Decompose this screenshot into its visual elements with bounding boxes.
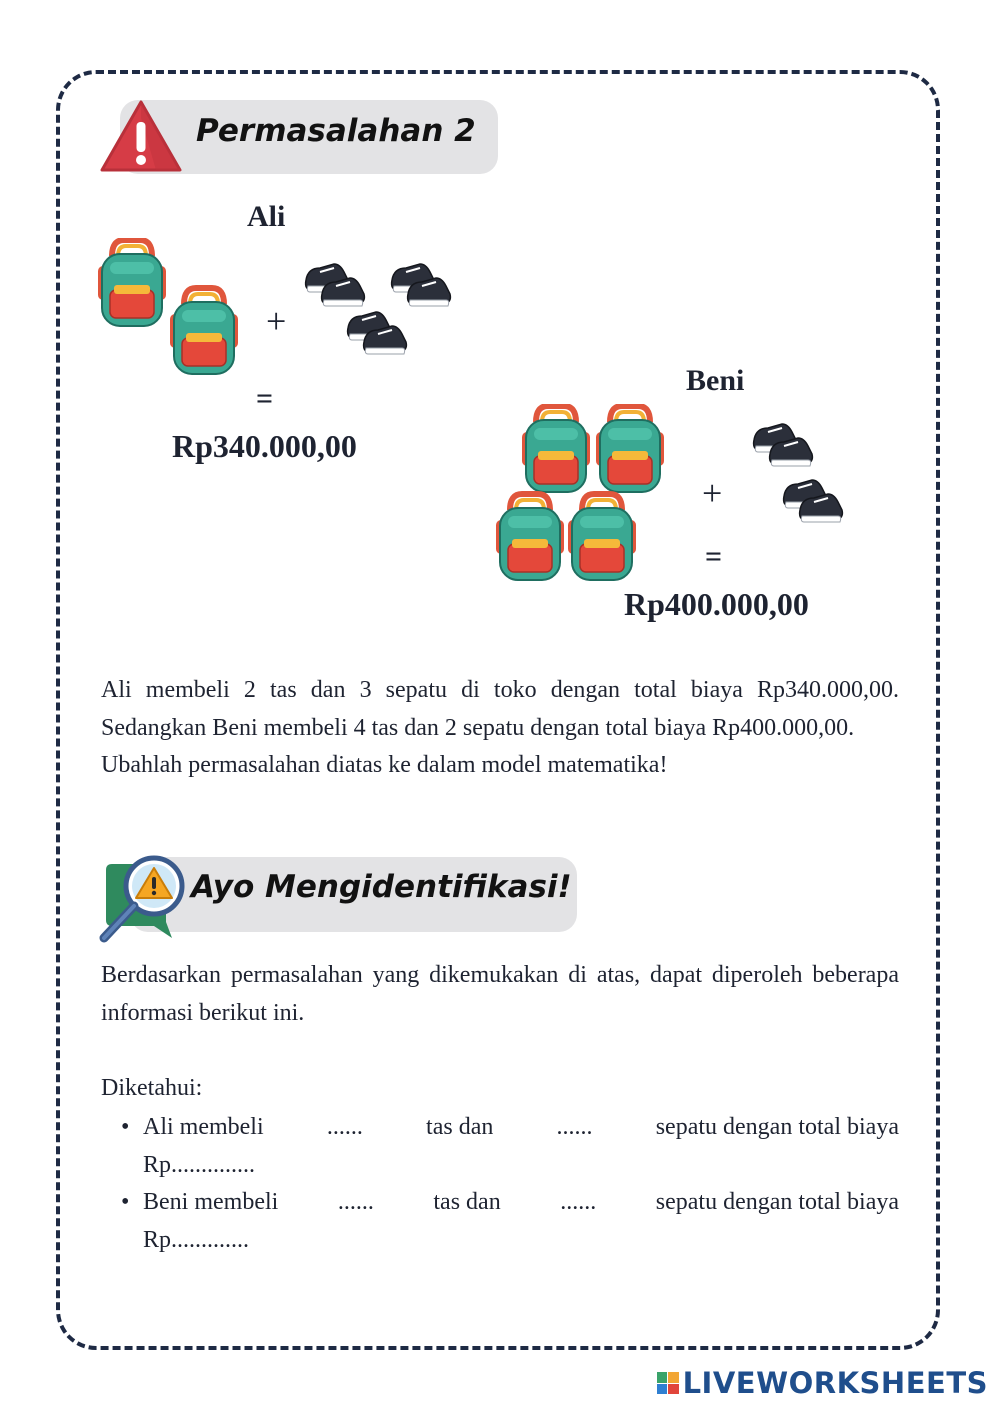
ali-mid-text: tas dan — [426, 1114, 494, 1140]
beni-who: Beni membeli — [143, 1189, 279, 1215]
ali-bags-image — [96, 238, 246, 380]
problem-paragraph — [101, 672, 899, 785]
identify-paragraph — [101, 957, 899, 1032]
beni-price: Rp400.000,00 — [624, 586, 809, 622]
beni-shoes-blank[interactable]: ...... — [560, 1189, 597, 1215]
ali-shoes-image — [298, 258, 470, 370]
beni-name: Beni — [686, 364, 745, 397]
liveworksheets-mark-icon — [657, 1372, 679, 1394]
ali-name: Ali — [247, 200, 286, 233]
magnifier-warning-icon — [96, 852, 192, 950]
problem-line-2: Sedangkan Beni membeli 4 tas dan 2 sepatu dengan total biaya Rp400.000,00. — [101, 714, 855, 741]
identify-text: Berdasarkan permasalahan yang dikemukakan di atas, dapat diperoleh beberapa informasi berikut ini. — [101, 962, 899, 1026]
beni-bags-blank[interactable]: ...... — [337, 1189, 374, 1215]
ali-price-blank[interactable]: Rp.............. — [143, 1151, 256, 1178]
beni-mid-text: tas dan — [433, 1189, 501, 1215]
beni-bags-image — [494, 404, 674, 584]
logo-text: LIVEWORKSHEETS — [682, 1366, 988, 1400]
ali-plus: + — [266, 301, 287, 341]
ali-shoes-blank[interactable]: ...... — [556, 1114, 593, 1140]
liveworksheets-logo[interactable] — [657, 1366, 988, 1400]
bullet-dot: • — [121, 1189, 130, 1215]
problem-line-3: Ubahlah permasalahan diatas ke dalam model matematika! — [101, 752, 668, 778]
beni-price-blank[interactable]: Rp............. — [143, 1226, 250, 1253]
bullet-dot: • — [121, 1114, 130, 1140]
identify-banner-title: Ayo Mengidentifikasi! — [191, 869, 572, 905]
problem-line-1: Ali membeli 2 tas dan 3 sepatu di toko dengan total biaya Rp340.000,00. — [101, 677, 899, 703]
known-item-beni — [101, 1184, 899, 1259]
ali-price: Rp340.000,00 — [172, 428, 357, 464]
problem-banner-title: Permasalahan 2 — [196, 113, 476, 149]
known-list — [101, 1109, 899, 1259]
beni-equals: = — [705, 540, 723, 573]
beni-shoes-image — [746, 414, 866, 540]
beni-plus: + — [702, 473, 723, 513]
ali-equals: = — [256, 382, 274, 415]
known-item-ali — [101, 1109, 899, 1184]
ali-bags-blank[interactable]: ...... — [326, 1114, 363, 1140]
ali-tail-text: sepatu dengan total biaya — [655, 1114, 899, 1140]
ali-who: Ali membeli — [143, 1114, 264, 1140]
warning-triangle-icon — [98, 98, 184, 176]
beni-tail-text: sepatu dengan total biaya — [655, 1189, 899, 1215]
known-label: Diketahui: — [101, 1075, 203, 1101]
